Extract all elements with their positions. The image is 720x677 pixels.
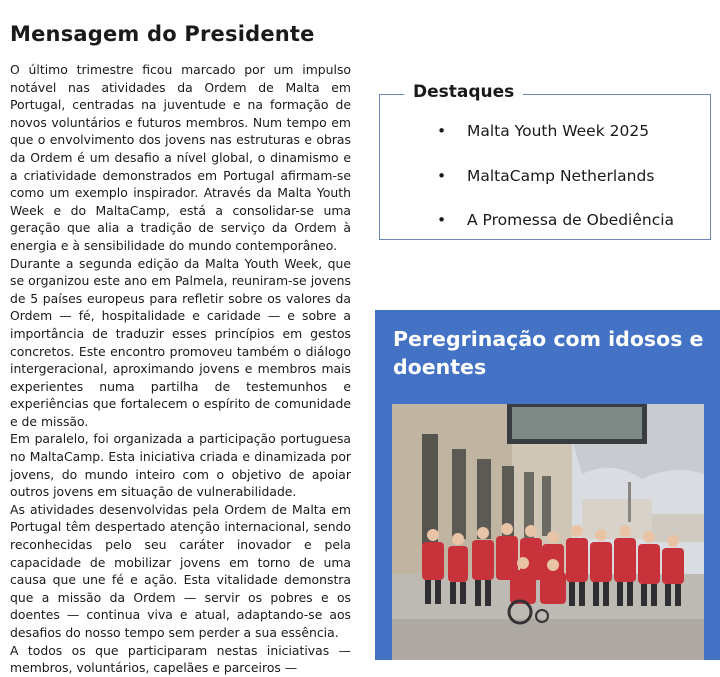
highlight-item-label: MaltaCamp Netherlands bbox=[467, 166, 655, 185]
bullet-icon: • bbox=[437, 211, 447, 229]
bullet-icon: • bbox=[437, 166, 447, 185]
highlight-item[interactable] bbox=[380, 167, 710, 212]
article-paragraph: As atividades desenvolvidas pela Ordem de Malta em Portugal têm despertado atenção internacional, sendo reconhecidas pelo seu caráter inovador e pela capacidade de mobilizar jovens em torno de uma causa que une fé e ação. Esta vitalidade demonstra que a missão da Ordem — servir os pobres e os doentes — continua viva e atual, adaptando-se aos desafios do nosso tempo sem perder a sua essência. bbox=[10, 501, 351, 640]
highlight-item-label: Malta Youth Week 2025 bbox=[467, 122, 650, 140]
page-title: Mensagem do Presidente bbox=[10, 22, 315, 46]
article-paragraph: Em paralelo, foi organizada a participação portuguesa no MaltaCamp. Esta iniciativa criada e dinamizada por jovens, do mundo inteiro com o objetivo de apoiar outros jovens em situação de vulnerabilidade. bbox=[10, 431, 351, 500]
bullet-icon: • bbox=[437, 122, 447, 140]
feature-title[interactable]: Peregrinação com idosos e doentes bbox=[393, 327, 704, 379]
article-body bbox=[10, 61, 351, 677]
highlight-item[interactable] bbox=[380, 211, 710, 256]
article-paragraph: O último trimestre ficou marcado por um impulso notável nas atividades da Ordem de Malta em Portugal, centradas na juventude e na formação de novos voluntários e futuros membros. Num tempo em que o envolvimento dos jovens nas estruturas e obras da Ordem é um desafio a nível global, o dinamismo e a criatividade demonstrados em Portugal afirmam-se como um exemplo inspirador. Através da Malta Youth Week e do MaltaCamp, está a consolidar-se uma geração que alia a tradição de serviço da Ordem à energia e à sensibilidade do mundo contemporâneo. bbox=[10, 62, 351, 253]
feature-panel bbox=[375, 310, 720, 660]
highlight-item[interactable] bbox=[380, 122, 710, 167]
highlights-title: Destaques bbox=[404, 82, 523, 102]
article-paragraph: Durante a segunda edição da Malta Youth Week, que se organizou este ano em Palmela, reuniram-se jovens de 5 países europeus para refletir sobre os valores da Ordem — fé, hospitalidade e caridade — e sobre a importância de traduzir esses princípios em gestos concretos. Este encontro promoveu também o diálogo intergeracional, aproximando jovens e membros mais experientes numa partilha de testemunhos e experiências que fortalecem o espírito de comunidade e de missão. bbox=[10, 255, 351, 429]
article-paragraph: A todos os que participaram nestas iniciativas — membros, voluntários, capelães e parceiros — bbox=[10, 642, 351, 676]
highlights-list bbox=[380, 122, 710, 256]
highlights-box bbox=[379, 82, 711, 240]
group-photo-icon bbox=[392, 404, 704, 660]
highlight-item-label: A Promessa de Obediência bbox=[467, 211, 675, 229]
